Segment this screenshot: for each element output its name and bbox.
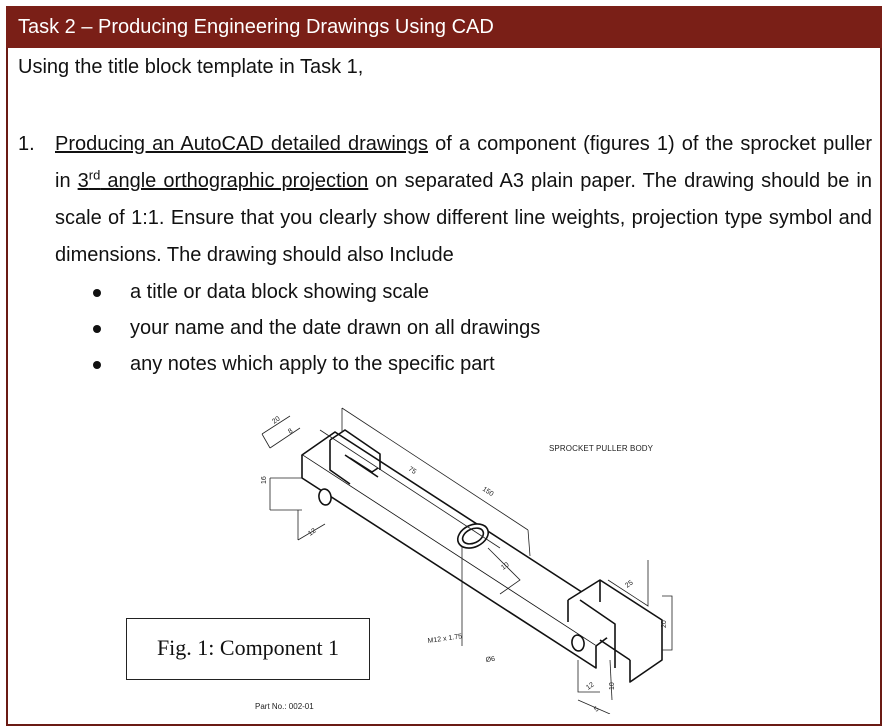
list-item: any notes which apply to the specific part <box>90 348 540 384</box>
dim-12: 12 <box>307 527 318 538</box>
item-text-1: of a component (figures 1) of the sprocket puller in <box>55 133 872 192</box>
dim-8: 8 <box>287 427 295 436</box>
diameter-label: Ø6 <box>485 655 496 664</box>
part-title: SPROCKET PULLER BODY <box>549 444 654 453</box>
dim-10b: 10 <box>609 682 616 690</box>
dim-5: 5 <box>593 705 601 714</box>
item-underlined-phrase-1: Producing an AutoCAD detailed drawings <box>55 133 429 155</box>
figure-caption: Fig. 1: Component 1 <box>126 618 370 680</box>
dim-20: 20 <box>271 415 282 426</box>
item-text-2: on separated A3 plain paper. The drawing should be in scale of 1:1. Ensure that you clearly show different line weights, projection type symbol and dimensions. The drawing should also Include <box>55 170 872 266</box>
item-number: 1. <box>18 133 35 155</box>
dim-25: 25 <box>624 579 635 590</box>
task-header: Task 2 – Producing Engineering Drawings Using CAD <box>6 6 882 48</box>
dim-75: 75 <box>406 465 418 476</box>
part-number: Part No.: 002-01 <box>255 702 314 711</box>
item-projection-text: angle orthographic projection <box>100 170 369 192</box>
dim-16: 16 <box>261 476 268 484</box>
list-item: your name and the date drawn on all drawings <box>90 312 540 348</box>
item-underlined-phrase-2 <box>77 167 369 192</box>
dim-12b: 12 <box>585 681 596 692</box>
requirements-list <box>90 276 540 384</box>
dim-150: 150 <box>480 485 495 499</box>
item-ordinal-suffix: rd <box>88 167 101 183</box>
list-item: a title or data block showing scale <box>90 276 540 312</box>
thread-label: M12 x 1.75 <box>427 633 463 645</box>
item-body <box>55 126 872 274</box>
task-item-1 <box>18 126 872 274</box>
intro-text: Using the title block template in Task 1, <box>18 56 364 78</box>
dim-10: 10 <box>500 561 511 572</box>
dim-20b: 20 <box>661 620 668 628</box>
item-ordinal: 3 <box>77 170 89 192</box>
